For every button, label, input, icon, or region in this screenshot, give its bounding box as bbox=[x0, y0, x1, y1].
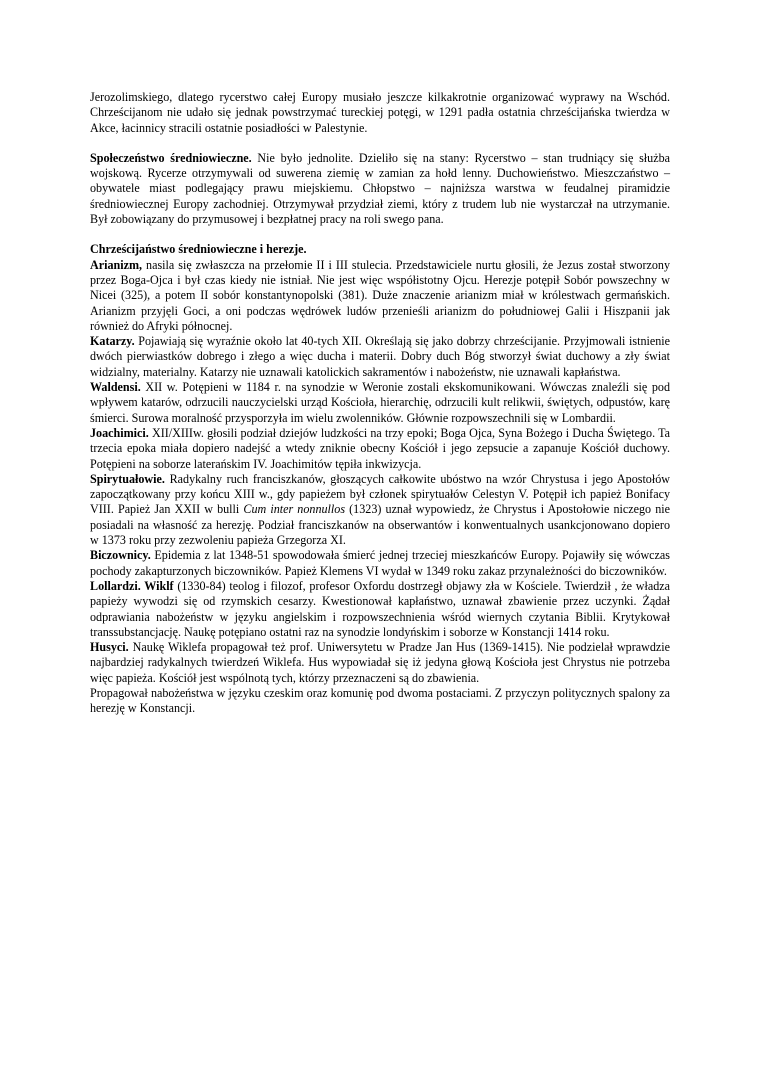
waldensians-term: Waldensi. bbox=[90, 380, 141, 395]
hussites-term: Husyci. bbox=[90, 640, 129, 655]
lollards-term: Lollardzi. Wiklf bbox=[90, 578, 174, 593]
arianism-paragraph: Arianizm, nasila się zwłaszcza na przełomie II i III stulecia. Przedstawiciele nurtu głosili, że Jezus został stworzony przez Boga-Ojca i był czas kiedy nie istniał. Nie jest więc współistotny Ojcu. Herezje potępił Sobór powszechny w Nicei (325), a potem II sobór konstantynopolski (381). Duże znaczenie arianizm miał w królestwach germańskich. Arianizm przyjęli Goci, a oni podczas wędrówek ludów przenieśli arianizm do południowej Galii i Hiszpanii jak również do Afryki północnej. bbox=[90, 257, 670, 333]
cathars-paragraph: Katarzy. Pojawiają się wyraźnie około lat 40-tych XII. Określają się jako dobrzy chrześcijanie. Przyjmowali istnienie dwóch pierwiastków dobrego i złego a więc ducha i materii. Dobry duch Bóg stworzył świat duchowy a zły świat widzialny, materialny. Katarzy nie uznawali katolickich sakramentów i nabożeństw, nie uznawali kapłaństwa. bbox=[90, 334, 670, 379]
spirituals-term: Spirytuałowie. bbox=[90, 471, 165, 486]
document-page bbox=[90, 90, 670, 717]
flagellants-paragraph: Biczownicy. Epidemia z lat 1348-51 spowodowała śmierć jednej trzeciej mieszkańców Europy. Pojawiły się wówczas pochody zakapturzonych biczowników. Papież Klemens VI wydał w 1349 roku zakaz przynależności do biczowników. bbox=[90, 548, 670, 578]
joachimites-paragraph: Joachimici. XII/XIIIw. głosili podział dziejów ludzkości na trzy epoki; Boga Ojca, Syna Bożego i Ducha Świętego. Ta trzecia epoka miała dopiero nadejść a wtedy zniknie obecny Kościół i jego zepsucie a zapanuje Kościół duchowy. Potępieni na soborze laterańskim IV. Joachimitów tępiła inkwizycja. bbox=[90, 425, 670, 471]
paragraph-spacer bbox=[90, 136, 670, 151]
joachimites-term: Joachimici. bbox=[90, 425, 149, 440]
arianism-term: Arianizm, bbox=[90, 257, 143, 272]
society-text: Nie było jednolite. Dzieliło się na stany: Rycerstwo – stan trudniący się służba wojskową. Rycerze otrzymywali od suwerena ziemię w zamian za hołd lenny. Duchowieństwo. Mieszczaństwo – obywatele miast podlegający prawu miejskiemu. Chłopstwo – najniższa warstwa w feudalnej piramidzie średniowiecznej Europy zachodniej. Otrzymywał przydział ziemi, który z trudem lub nie wystarczał na utrzymanie. Był zobowiązany do przymusowej i bezpłatnej pracy na roli swego pana. bbox=[90, 150, 670, 227]
society-heading: Społeczeństwo średniowieczne. bbox=[90, 150, 252, 165]
spirituals-paragraph: Spirytuałowie. Radykalny ruch franciszkanów, głoszących całkowite ubóstwo na wzór Chrystusa i jego Apostołów zapoczątkowany przy końcu XIII w., gdy papieżem był członek spirytuałów Celestyn V. Potępił ich papież Bonifacy VIII. Papież Jan XXII w bulli Cum inter nonnullos (1323) uznał wypowiedz, że Chrystus i Apostołowie niczego nie posiadali na własność za herezję. Podział franciszkanów na obserwantów i konwentualnych usankcjonowano dopiero w 1373 roku przy zezwoleniu papieża Grzegorza XI. bbox=[90, 471, 670, 548]
heresies-heading: Chrześcijaństwo średniowieczne i herezje. bbox=[90, 242, 307, 257]
cathars-term: Katarzy. bbox=[90, 334, 135, 349]
society-paragraph bbox=[90, 151, 670, 227]
closing-paragraph: Propagował nabożeństwa w języku czeskim oraz komunię pod dwoma postaciami. Z przyczyn politycznych spalony za herezję w Konstancji. bbox=[90, 685, 670, 716]
intro-paragraph: Jerozolimskiego, dlatego rycerstwo całej Europy musiało jeszcze kilkakrotnie organizować wyprawy na Wschód. Chrześcijanom nie udało się jednak powstrzymać tureckiej potęgi, w 1291 padła ostatnia chrześcijańska twierdza w Akce, łacinnicy stracili ostatnie posiadłości w Palestynie. bbox=[90, 90, 670, 135]
paragraph-spacer bbox=[90, 227, 670, 242]
waldensians-paragraph: Waldensi. XII w. Potępieni w 1184 r. na synodzie w Weronie zostali ekskomunikowani. Wówczas znaleźli się pod wpływem katarów, odrzucili nauczycielski urząd Kościoła, hierarchię, odrzucili kult relikwii, świętych, odpustów, karę śmierci. Surowa moralność przysporzyła im wielu zwolenników. Głównie rozpowszechnili się w Lombardii. bbox=[90, 380, 670, 425]
flagellants-term: Biczownicy. bbox=[90, 548, 151, 563]
hussites-paragraph: Husyci. Naukę Wiklefa propagował też prof. Uniwersytetu w Pradze Jan Hus (1369-1415). Nie podzielał wprawdzie najbardziej radykalnych twierdzeń Wiklefa. Hus wypowiadał się iż jedyna głową Kościoła jest Chrystus nie potrzeba więc papieża. Kościół jest wspólnotą tych, którzy przeznaczeni są do zbawienia. bbox=[90, 640, 670, 685]
bull-title: Cum inter nonnullos bbox=[243, 502, 346, 517]
lollards-paragraph: Lollardzi. Wiklf (1330-84) teolog i filozof, profesor Oxfordu dostrzegł objawy zła w Kościele. Twierdził , że władza papieży wywodzi się od rzymskich cesarzy. Kwestionował kapłaństwo, uznawał zbawienie przez uczynki. Żądał odprawiania nabożeństw w języku angielskim i rozpowszechnienia wśród wiernych czytania Biblii. Krytykował transsubstancjację. Naukę potępiano ostatni raz na synodzie londyńskim i soborze w Konstancji 1414 roku. bbox=[90, 578, 670, 639]
